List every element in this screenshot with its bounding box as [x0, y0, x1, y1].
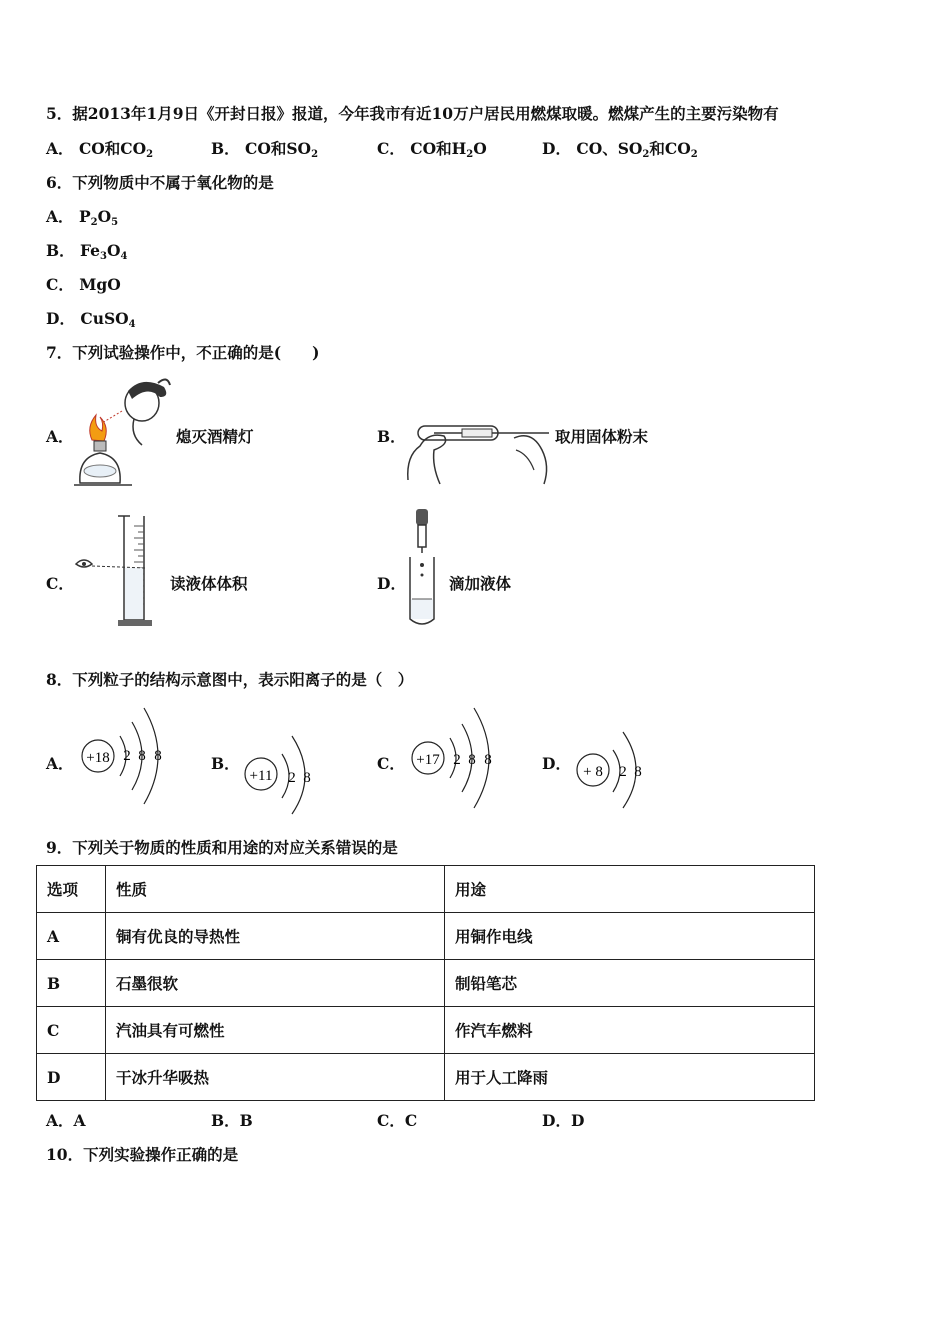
q7-option-a-letter[interactable]: A．: [46, 427, 74, 446]
table-header-row: [37, 866, 815, 913]
atom-diagram-b: [242, 728, 322, 818]
q9-stem: 9．下列关于物质的性质和用途的对应关系错误的是: [46, 838, 398, 857]
table-header-cell: 性质: [106, 866, 445, 913]
q8-option-c-letter[interactable]: C．: [377, 754, 405, 773]
table-cell: C: [37, 1007, 106, 1054]
nucleus-a: +18: [86, 750, 110, 766]
svg-text:2: 2: [288, 770, 296, 786]
atom-diagram-c: [410, 702, 500, 812]
q9-option-c[interactable]: C．C: [377, 1111, 418, 1130]
table-cell: 用于人工降雨: [445, 1054, 815, 1101]
dropper-test-tube-illustration: [404, 505, 444, 629]
q7-option-b-letter[interactable]: B．: [377, 427, 406, 446]
svg-text:2: 2: [123, 748, 131, 764]
table-row: [37, 960, 815, 1007]
nucleus-c: +17: [416, 752, 440, 768]
table-cell: 干冰升华吸热: [106, 1054, 445, 1101]
nucleus-b: +11: [249, 768, 273, 784]
table-cell: 石墨很软: [106, 960, 445, 1007]
q6-option-a[interactable]: A． $P_2O_5$: [46, 207, 119, 228]
q5-option-c[interactable]: C． CO和$H_2O$: [377, 139, 487, 160]
q8-stem: 8．下列粒子的结构示意图中，表示阳离子的是（ ）: [46, 670, 414, 689]
table-cell: 制铅笔芯: [445, 960, 815, 1007]
q6-option-d[interactable]: D． CuSO$_4$: [46, 309, 136, 330]
atom-diagram-a: [80, 700, 170, 810]
q7-option-c-letter[interactable]: C．: [46, 574, 74, 593]
q5-option-d[interactable]: D． CO、$SO_2$和$CO_2$: [542, 139, 698, 160]
table-header-cell: 用途: [445, 866, 815, 913]
q7-option-d-letter[interactable]: D．: [377, 574, 406, 593]
q10-stem: 10．下列实验操作正确的是: [46, 1145, 239, 1164]
table-cell: 汽油具有可燃性: [106, 1007, 445, 1054]
q6-option-c[interactable]: C． MgO: [46, 275, 121, 294]
q9-option-b[interactable]: B．B: [211, 1111, 253, 1130]
q8-option-a-letter[interactable]: A．: [46, 754, 74, 773]
table-row: [37, 913, 815, 960]
table-cell: A: [37, 913, 106, 960]
svg-text:8: 8: [484, 752, 492, 768]
q5-option-a[interactable]: A． CO和$CO_2$: [46, 139, 154, 160]
table-cell: D: [37, 1054, 106, 1101]
svg-text:2: 2: [619, 764, 627, 780]
q7-option-b-caption: 取用固体粉末: [555, 427, 649, 446]
q7-stem: 7．下列试验操作中，不正确的是( ): [46, 343, 320, 362]
table-header-cell: 选项: [37, 866, 106, 913]
table-row: [37, 1007, 815, 1054]
svg-text:2: 2: [453, 752, 461, 768]
powder-test-tube-illustration: [404, 410, 554, 488]
q8-option-d-letter[interactable]: D．: [542, 754, 571, 773]
q9-table: [36, 865, 815, 1101]
q7-option-d-caption: 滴加液体: [449, 574, 512, 593]
q6-stem: 6．下列物质中不属于氧化物的是: [46, 173, 274, 192]
q5-option-b[interactable]: B． CO和$SO_2$: [211, 139, 319, 160]
q7-option-a-caption: 熄灭酒精灯: [176, 427, 254, 446]
svg-text:8: 8: [303, 770, 311, 786]
table-cell: B: [37, 960, 106, 1007]
table-cell: 用铜作电线: [445, 913, 815, 960]
q9-option-a[interactable]: A．A: [46, 1111, 86, 1130]
svg-text:8: 8: [468, 752, 476, 768]
q9-option-d[interactable]: D．D: [542, 1111, 585, 1130]
q5-stem: 5．据2013年1月9日《开封日报》报道，今年我市有近10万户居民用燃煤取暖。燃煤产生的主要污染物有: [46, 104, 779, 123]
q6-option-b[interactable]: B． $Fe_3O_4$: [46, 241, 128, 262]
atom-diagram-d: [575, 726, 655, 812]
table-cell: 铜有优良的导热性: [106, 913, 445, 960]
svg-text:8: 8: [154, 748, 162, 764]
alcohol-lamp-illustration: [72, 375, 172, 490]
graduated-cylinder-illustration: [74, 512, 160, 630]
q7-option-c-caption: 读液体体积: [170, 574, 248, 593]
table-row: [37, 1054, 815, 1101]
q8-option-b-letter[interactable]: B．: [211, 754, 240, 773]
svg-text:8: 8: [138, 748, 146, 764]
nucleus-d: + 8: [583, 764, 603, 780]
svg-text:8: 8: [634, 764, 642, 780]
table-cell: 作汽车燃料: [445, 1007, 815, 1054]
